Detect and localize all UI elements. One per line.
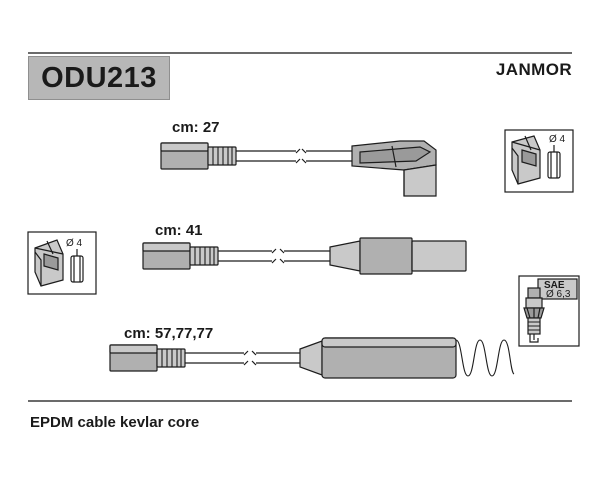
footer-divider: [28, 400, 572, 402]
distributor-cap-spec: Ø 4: [549, 134, 566, 145]
spark-plug-sae-label: SAE: [544, 280, 565, 291]
cable-1-assembly: [161, 141, 436, 196]
footer-note: EPDM cable kevlar core: [30, 414, 200, 431]
spark-plug-diameter-label: Ø 6,3: [546, 289, 571, 300]
spark-plug-box: [519, 276, 579, 346]
cable-1-length-label: cm: 27: [172, 119, 220, 136]
cable-3-length-label: cm: 57,77,77: [124, 325, 214, 342]
brand-name: JANMOR: [495, 60, 572, 79]
coil-connector-box: [28, 232, 96, 294]
cable-2-assembly: [143, 238, 466, 274]
part-number-text: ODU213: [41, 62, 157, 94]
coil-connector-spec: Ø 4: [66, 238, 83, 249]
distributor-cap-box: [505, 130, 573, 192]
cable-3-assembly: [110, 338, 514, 378]
cable-2-length-label: cm: 41: [155, 222, 203, 239]
